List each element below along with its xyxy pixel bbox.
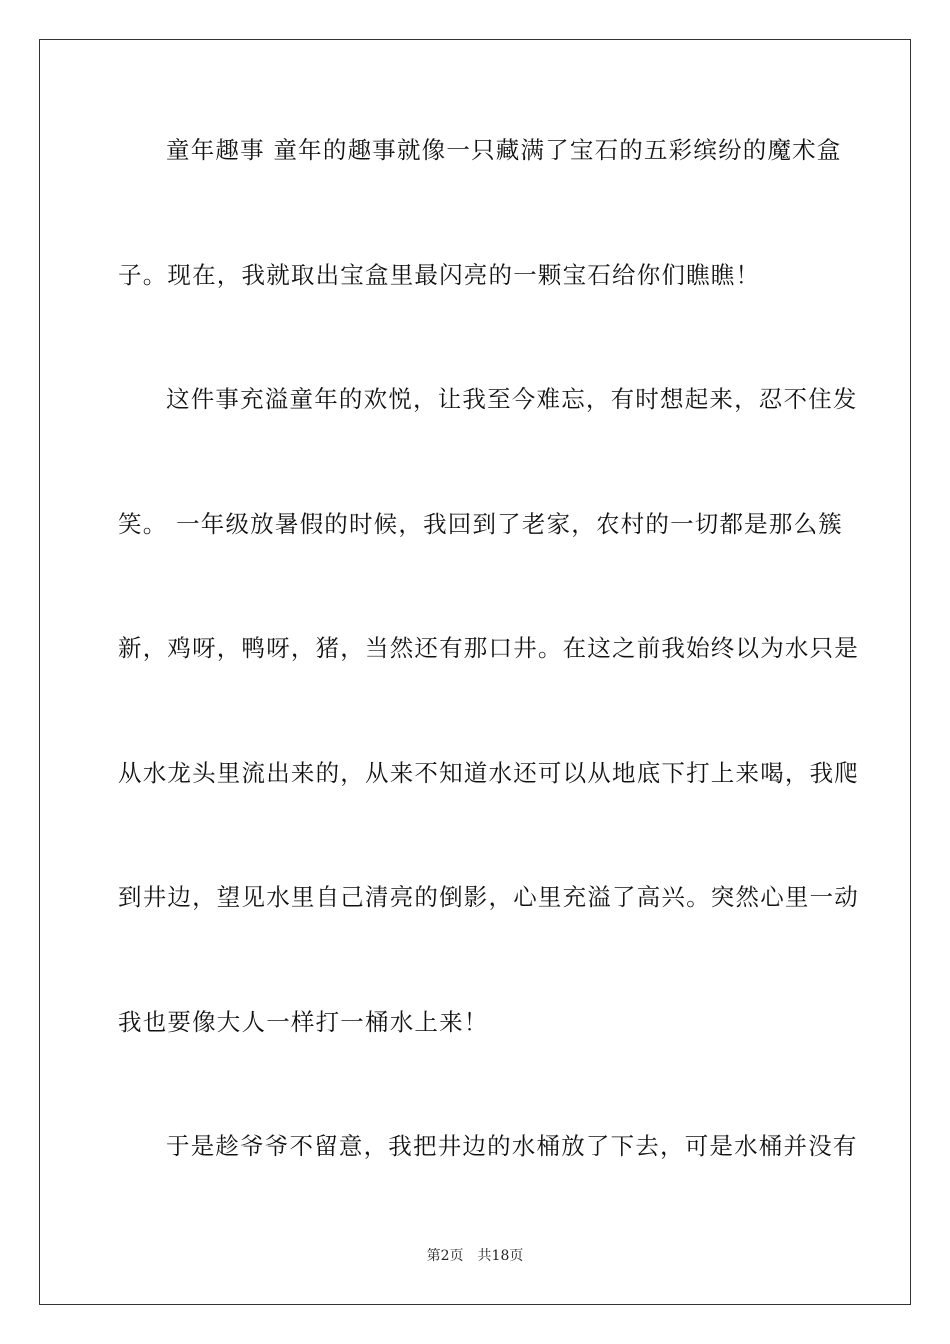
page-border bbox=[39, 39, 911, 1305]
paragraph-line: 童年趣事 童年的趣事就像一只藏满了宝石的五彩缤纷的魔术盒 bbox=[166, 136, 842, 164]
paragraph-line: 子。现在，我就取出宝盒里最闪亮的一颗宝石给你们瞧瞧！ bbox=[118, 261, 761, 289]
total-pages: 共18页 bbox=[477, 1248, 524, 1264]
paragraph-line: 这件事充溢童年的欢悦，让我至今难忘，有时想起来，忍不住发 bbox=[166, 385, 858, 413]
paragraph-line: 新，鸡呀，鸭呀，猪，当然还有那口井。在这之前我始终以为水只是 bbox=[118, 634, 859, 662]
paragraph-line: 我也要像大人一样打一桶水上来！ bbox=[118, 1008, 489, 1036]
page-number: 第2页 bbox=[426, 1248, 464, 1264]
paragraph-line: 笑。 一年级放暑假的时候，我回到了老家，农村的一切都是那么簇 bbox=[118, 510, 843, 538]
paragraph-line: 从水龙头里流出来的，从来不知道水还可以从地底下打上来喝，我爬 bbox=[118, 759, 859, 787]
page-footer bbox=[0, 1246, 950, 1266]
paragraph-line: 于是趁爷爷不留意，我把井边的水桶放了下去，可是水桶并没有 bbox=[166, 1132, 858, 1160]
paragraph-line: 到井边，望见水里自己清亮的倒影，心里充溢了高兴。突然心里一动 bbox=[118, 883, 859, 911]
